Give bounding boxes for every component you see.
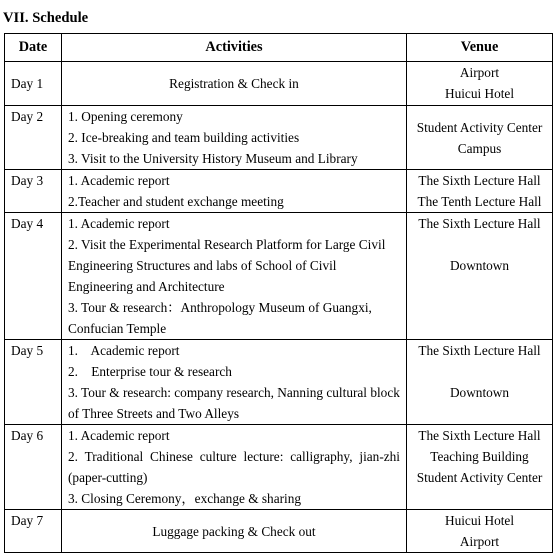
- venue-cell: [407, 62, 553, 106]
- activity-item: 1. Academic report: [68, 428, 170, 443]
- date-cell: Day 3: [5, 170, 62, 213]
- venue-cell: [407, 106, 553, 170]
- venue-line: Downtown: [449, 258, 510, 273]
- venue-line: The Sixth Lecture Hall: [418, 428, 541, 443]
- table-row: [5, 62, 553, 106]
- venue-line: Huicui Hotel: [444, 513, 515, 528]
- venue-line: The Tenth Lecture Hall: [417, 194, 542, 209]
- venue-line: Downtown: [449, 385, 510, 400]
- column-header-venue: Venue: [407, 34, 553, 62]
- venue-cell: [407, 213, 553, 340]
- section-heading: VII. Schedule: [3, 10, 89, 26]
- venue-cell: [407, 510, 553, 553]
- column-header-activities: Activities: [62, 34, 407, 62]
- date-cell: Day 1: [5, 62, 62, 106]
- venue-line: Airport: [459, 65, 500, 80]
- activity-cell: Luggage packing & Check out: [62, 510, 407, 553]
- activity-item: 3. Visit to the University History Museum and Library: [68, 151, 358, 166]
- venue-line: Airport: [459, 534, 500, 549]
- activity-item: 3. Closing Ceremony，exchange & sharing: [68, 491, 302, 506]
- venue-line: The Sixth Lecture Hall: [418, 173, 541, 188]
- activity-cell: [62, 170, 407, 213]
- date-cell: Day 5: [5, 340, 62, 425]
- activity-cell: [62, 106, 407, 170]
- venue-line: The Sixth Lecture Hall: [418, 343, 541, 358]
- activity-item: 2. Enterprise tour & research: [68, 364, 232, 379]
- column-header-date: Date: [5, 34, 62, 62]
- activity-cell: Registration & Check in: [62, 62, 407, 106]
- date-cell: Day 2: [5, 106, 62, 170]
- venue-cell: [407, 170, 553, 213]
- activity-item: 1. Opening ceremony: [68, 109, 183, 124]
- table-row: [5, 213, 553, 340]
- activity-cell: [62, 213, 407, 340]
- activity-item: 1. Academic report: [68, 343, 180, 358]
- table-header-row: [5, 34, 553, 62]
- activity-item: 2.Teacher and student exchange meeting: [68, 194, 284, 209]
- activity-item: 3. Tour & research：Anthropology Museum of Guangxi, Confucian Temple: [68, 300, 372, 336]
- table-row: [5, 510, 553, 553]
- venue-line: Student Activity Center: [416, 470, 543, 485]
- venue-line: Campus: [457, 140, 502, 156]
- activity-item: 1. Academic report: [68, 216, 170, 231]
- activity-item: 2. Ice-breaking and team building activities: [68, 130, 300, 145]
- date-cell: Day 4: [5, 213, 62, 340]
- activity-item: 2. Traditional Chinese culture lecture: calligraphy, jian-zhi (paper-cutting): [68, 449, 400, 485]
- activity-item: 2. Visit the Experimental Research Platform for Large Civil Engineering Structures and labs of School of Civil Engineering and Architecture: [68, 237, 386, 294]
- activity-item: 1. Academic report: [68, 173, 170, 188]
- venue-line: Student Activity Center: [416, 119, 543, 135]
- venue-cell: [407, 425, 553, 510]
- activity-item: 3. Tour & research: company research, Nanning cultural block of Three Streets and Two Alleys: [68, 385, 400, 421]
- table-row: [5, 106, 553, 170]
- venue-line: Teaching Building: [430, 449, 529, 464]
- activity-cell: [62, 340, 407, 425]
- activity-cell: [62, 425, 407, 510]
- schedule-table: [4, 33, 553, 553]
- venue-cell: [407, 340, 553, 425]
- table-row: [5, 425, 553, 510]
- table-row: [5, 340, 553, 425]
- date-cell: Day 7: [5, 510, 62, 553]
- venue-line: Huicui Hotel: [444, 86, 515, 101]
- table-row: [5, 170, 553, 213]
- date-cell: Day 6: [5, 425, 62, 510]
- venue-line: The Sixth Lecture Hall: [418, 216, 541, 231]
